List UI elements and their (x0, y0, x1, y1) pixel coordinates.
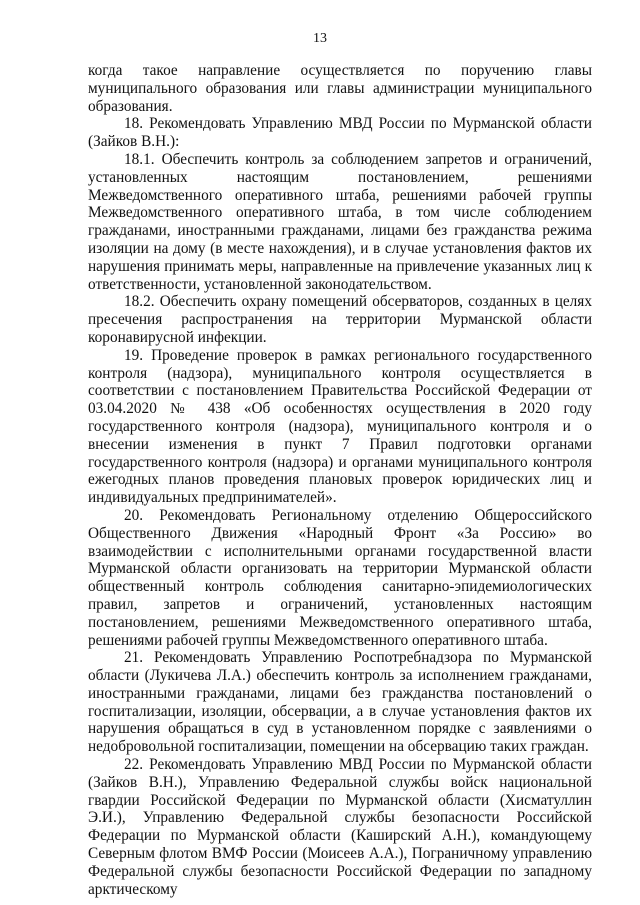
paragraph-continuation: когда такое направление осуществляется по поручению главы муниципального образования или главы администрации муниципального образования. (88, 62, 592, 115)
document-body (88, 62, 592, 898)
paragraph-20: 20. Рекомендовать Региональному отделению Общероссийского Общественного Движения «Народный Фронт «За Россию» во взаимодействии с исполнительными органами государственной власти Мурманской области организовать на территории Мурманской области общественный контроль соблюдения санитарно-эпидемиологических правил, запретов и ограничений, установленных настоящим постановлением, решениями Межведомственного оперативного штаба, решениями рабочей группы Межведомственного оперативного штаба. (88, 506, 592, 649)
paragraph-22: 22. Рекомендовать Управлению МВД России по Мурманской области (Зайков В.Н.), Управлению Федеральной службы войск национальной гвардии Российской Федерации по Мурманской области (Хисматуллин Э.И.), Управлению Федеральной службы безопасности Российской Федерации по Мурманской области (Каширский А.Н.), командующему Северным флотом ВМФ России (Моисеев А.А.), Пограничному управлению Федеральной службы безопасности Российской Федерации по западному арктическому (88, 756, 592, 898)
paragraph-18-1: 18.1. Обеспечить контроль за соблюдением запретов и ограничений, установленных настоящим постановлением, решениями Межведомственного оперативного штаба, решениями рабочей группы Межведомственного оперативного штаба, в том числе соблюдением гражданами, иностранными гражданами, лицами без гражданства режима изоляции на дому (в месте нахождения), и в случае установления фактов их нарушения принимать меры, направленные на привлечение указанных лиц к ответственности, установленной законодательством. (88, 150, 592, 293)
paragraph-18-2: 18.2. Обеспечить охрану помещений обсерваторов, созданных в целях пресечения распространения на территории Мурманской области коронавирусной инфекции. (88, 293, 592, 346)
paragraph-18: 18. Рекомендовать Управлению МВД России по Мурманской области (Зайков В.Н.): (88, 115, 592, 151)
page-number: 13 (313, 31, 327, 46)
paragraph-19: 19. Проведение проверок в рамках регионального государственного контроля (надзора), муниципального контроля осуществляется в соответствии с постановлением Правительства Российской Федерации от 03.04.2020 № 438 «Об особенностях осуществления в 2020 году государственного контроля (надзора), муниципального контроля и о внесении изменения в пункт 7 Правил подготовки органами государственного контроля (надзора) и органами муниципального контроля ежегодных планов проведения плановых проверок юридических лиц и индивидуальных предпринимателей». (88, 346, 592, 507)
paragraph-21: 21. Рекомендовать Управлению Роспотребнадзора по Мурманской области (Лукичева Л.А.) обеспечить контроль за исполнением гражданами, иностранными гражданами, лицами без гражданства постановлений о госпитализации, изоляции, обсервации, а в случае установления фактов их нарушения обращаться в суд в установленном порядке с заявлениями о недобровольной госпитализации, помещении на обсервацию таких граждан. (88, 649, 592, 756)
